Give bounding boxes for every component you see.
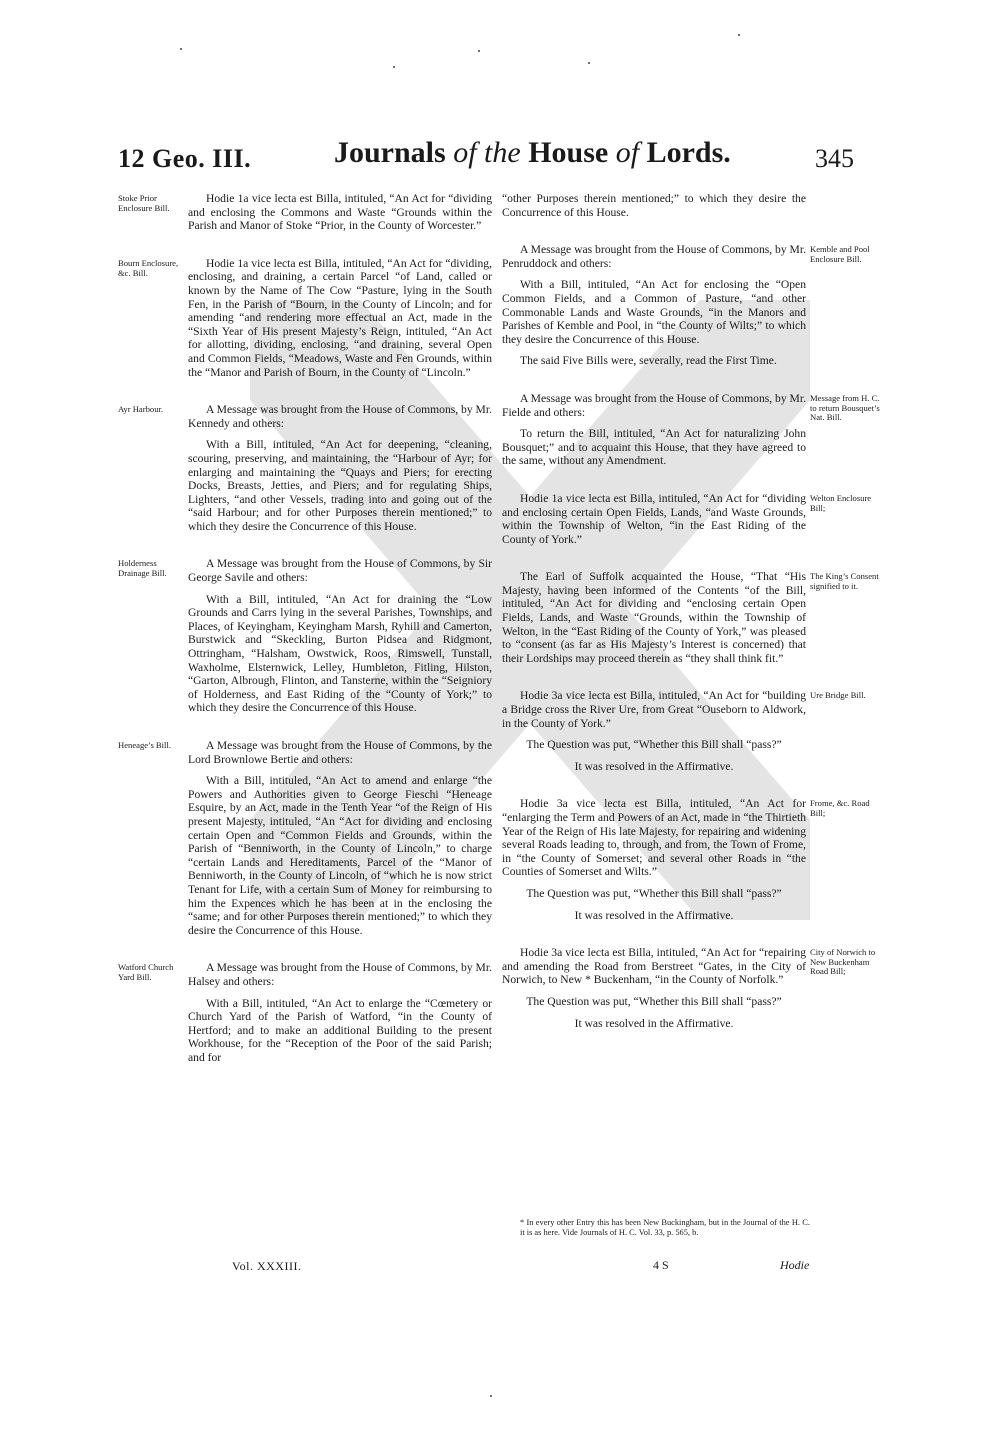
journal-entry [188,739,492,937]
resolution: It was resolved in the Affirmative. [574,1016,734,1030]
resolution: It was resolved in the Affirmative. [574,759,734,773]
margin-note: City of Norwich to New Buckenham Road Bill; [810,947,876,977]
question-put: The Question was put, “Whether this Bill shall “pass?” [526,994,782,1008]
journal-entry [188,257,492,379]
volume-label: Vol. XXXIII. [232,1259,302,1273]
margin-note: Ure Bridge Bill. [810,690,866,700]
margin-note: Stoke Prior Enclosure Bill. [118,193,170,213]
journal-entry [188,192,492,233]
entry-paragraph: With a Bill, intituled, “An Act to amend and enlarge “the Powers and Authorities given to George Fieschi “Heneage Esquire, by an Act, made in the Tenth Year “of the Reign of His present Majesty, intituled, “An “Act for dividing and enclosing certain Open and “Common Fields and Grounds, within the Parish of “Benniworth, in the County of Lincoln,” to charge “certain Lands and Hereditaments, Parcel of the “Manor of Benniworth, in the County of Lincoln, of “which he is now strict Tenant for Life, with a certain Sum of Money for reimbursing to him the Expences which he has been at in the enclosing the “same; and for other Purposes therein mentioned;” to which they desire the Concurrence of this House. [188,774,492,937]
journal-entry [188,557,492,715]
entry-paragraph: With a Bill, intituled, “An Act for deepening, “cleaning, scouring, preserving, and maintaining, the “Harbour of Ayr; for enlarging and maintaining the “Quays and Piers; for erecting Docks, Breasts, Jetties, and Piers; and for regulating Ships, Lighters, “and other Vessels, trading into and going out of the “said Harbour; and for other Purposes therein mentioned;” to which they desire the Concurrence of this House. [188,438,492,533]
page-header [118,136,854,186]
journal-entry [502,689,806,773]
margin-note: Holderness Drainage Bill. [118,558,167,578]
entry-paragraph: With a Bill, intituled, “An Act to enlarge the “Cœmetery or Church Yard of the Parish of Watford, “in the County of Hertford; and to make an additional Building to the present Workhouse, for the “Reception of the Poor of the said Parish; and for [188,996,492,1064]
entry-paragraph: With a Bill, intituled, “An Act for draining the “Low Grounds and Carrs lying in the several Parishes, Townships, and Places, of Keyingham, Keyingham Marsh, Ryhill and Camerton, Burstwick and “Skeckling, Burton Pidsea and Ridgmont, Ottringham, “Halsham, Owstwick, Roos, Rimswell, Tunstall, Waxholme, Elsternwick, Lelley, Humbleton, Fitling, Hilston, “Garton, Albrough, Flinton, and Tansterne, within the “Seigniory of Holderness, and East Riding of the “County of York;” to which they desire the Concurrence of this House. [188,592,492,715]
page-number: 345 [815,144,854,173]
margin-note: Ayr Harbour. [118,404,164,414]
journal-entry [502,946,806,1030]
entry-paragraph: Hodie 3a vice lecta est Billa, intituled, “An Act for “repairing and amending the Road from Berstreet “Gates, in the City of Norwich, to New * Buckenham, “in the County of Norfolk.” [502,946,806,987]
running-title: Journals of the House of Lords. [334,136,731,169]
entry-paragraph: The said Five Bills were, severally, read the First Time. [520,354,777,368]
margin-note: Kemble and Pool Enclosure Bill. [810,244,870,264]
margin-note: Message from H. C. to return Bousquet’s Nat. Bill. [810,393,880,423]
journal-entry [502,797,806,922]
entry-paragraph: A Message was brought from the House of Commons, by Mr. Halsey and others: [188,961,492,988]
entry-paragraph: A Message was brought from the House of Commons, by Mr. Fielde and others: [502,391,806,419]
journal-entry [188,961,492,1064]
entry-paragraph: Hodie 3a vice lecta est Billa, intituled, “An Act for “building a Bridge cross the River Ure, from Great “Ouseborn to Aldwork, in the County of York.” [502,689,806,730]
entry-paragraph: Hodie 1a vice lecta est Billa, intituled, “An Act for “dividing, enclosing, and draining, a certain Parcel “of Land, called or known by the Name of The Cow “Pasture, lying in the South Fen, in the Parish of “Bourn, in the County of Lincoln; and for amending “and rendering more effectual an Act, made in the “Sixth Year of His present Majesty’s Reign, intituled, “An Act for allotting, dividing, enclosing, “and draining, several Open and Common Fields, “Meadows, Waste and Fen Grounds, within the “Manor and Parish of Bourn, in the County of “Lincoln.” [188,256,492,379]
left-column [188,192,492,1088]
entry-paragraph: Hodie 3a vice lecta est Billa, intituled, “An Act for “enlarging the Term and Powers of an Act, made in “the Thirtieth Year of the Reign of His late Majesty, for repairing and widening several Roads leading to, through, and from, the Town of Frome, in “the County of Somerset; and several other Roads in “the Counties of Somerset and Wilts.” [502,797,806,879]
entry-paragraph: The Earl of Suffolk acquainted the House, “That “His Majesty, having been informed of the Contents “of the Bill, intituled, “An Act for dividing and “enclosing certain Open Fields, Lands, and Waste “Grounds, within the Township of Welton, in the “East Riding of the County of York,” was pleased to “consent (as far as His Majesty’s Interest is concerned) that their Lordships may proceed therein as “they shall think fit.” [502,570,806,665]
journal-entry [188,403,492,533]
entry-paragraph: A Message was brought from the House of Commons, by Mr. Penruddock and others: [502,243,806,270]
entry-paragraph: To return the Bill, intituled, “An Act for naturalizing John Bousquet;” and to acquaint this House, that they have agreed to the same, without any Amendment. [502,427,806,468]
journal-entry [502,192,806,219]
entry-paragraph: With a Bill, intituled, “An Act for enclosing the “Open Common Fields, and a Common of Pasture, “and other Commonable Lands and Waste Grounds, “in the Manors and Parishes of Kemble and Pool, in “the County of Wilts;” to which they desire the Concurrence of this House. [502,278,806,346]
margin-note: Heneage’s Bill. [118,740,171,750]
entry-paragraph: “other Purposes therein mentioned;” to which they desire the Concurrence of this House. [502,192,806,219]
resolution: It was resolved in the Affirmative. [574,908,734,922]
signature-mark: 4 S [653,1258,669,1272]
entry-paragraph: Hodie 1a vice lecta est Billa, intituled, “An Act for “dividing and enclosing the Commons and Waste “Grounds within the Parish and Manor of Stoke “Prior, in the County of Worcester.” [188,192,492,233]
margin-note: Bourn Enclosure, &c. Bill. [118,258,179,278]
journal-entry [502,392,806,468]
journal-entry [502,492,806,546]
journal-entry [502,243,806,368]
entry-paragraph: Hodie 1a vice lecta est Billa, intituled, “An Act for “dividing and enclosing certain Open Fields, Lands, “and Waste Grounds, within the Township of Welton, “in the East Riding of the County of York.” [502,491,806,546]
entry-paragraph: A Message was brought from the House of Commons, by Sir George Savile and others: [188,557,492,585]
margin-note: The King’s Consent signified to it. [810,571,879,591]
catchword: Hodie [780,1258,810,1272]
question-put: The Question was put, “Whether this Bill shall “pass?” [526,738,782,752]
entry-paragraph: A Message was brought from the House of Commons, by Mr. Kennedy and others: [188,403,492,430]
right-column [502,192,806,1054]
regnal-year: 12 Geo. III. [118,144,252,173]
margin-note: Watford Church Yard Bill. [118,962,174,982]
footnote: * In every other Entry this has been New Buckingham, but in the Journal of the H. C. it is as here. Vide Journals of H. C. Vol. 33, p. 565, b. [520,1218,810,1237]
margin-note: Frome, &c. Road Bill; [810,798,870,818]
margin-note: Welton Enclosure Bill; [810,493,872,513]
journal-entry [502,570,806,665]
question-put: The Question was put, “Whether this Bill shall “pass?” [526,886,782,900]
entry-paragraph: A Message was brought from the House of Commons, by the Lord Brownlowe Bertie and others: [188,739,492,766]
